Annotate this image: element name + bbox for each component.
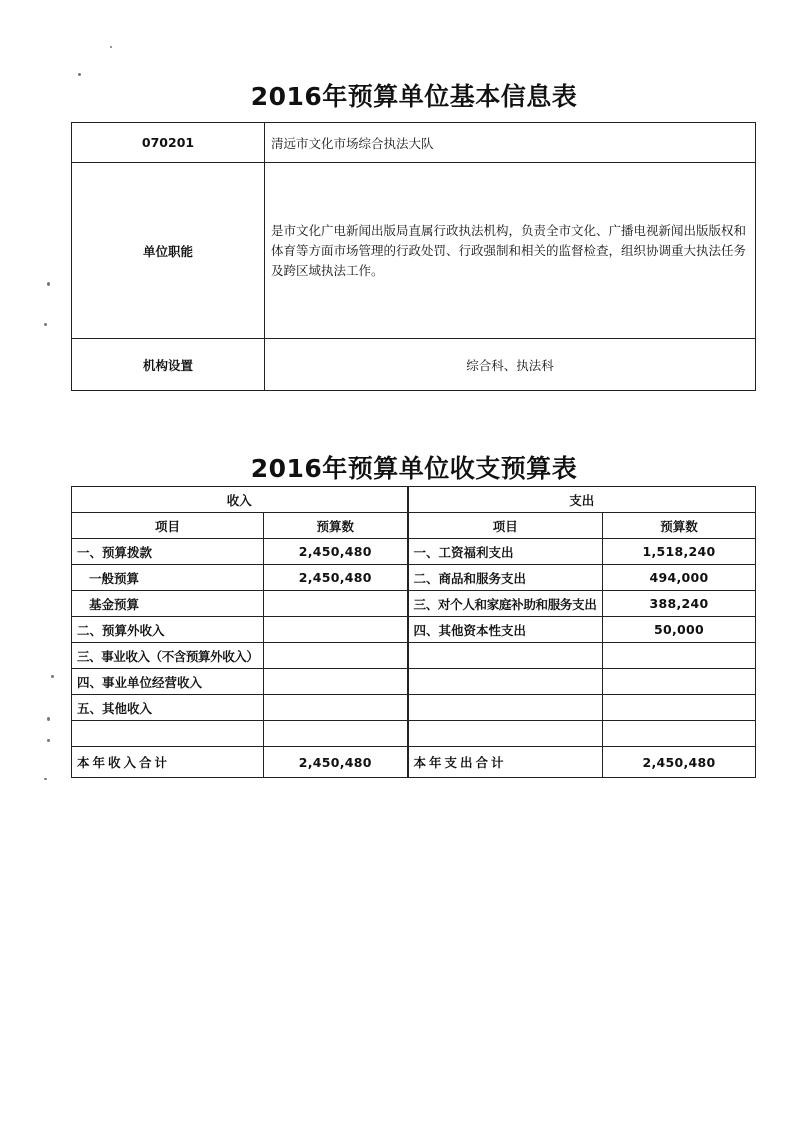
income-header: 收入: [72, 487, 408, 513]
expense-item-col-header: 项目: [408, 513, 603, 539]
expense-amount: 388,240: [603, 591, 756, 617]
income-item: 二、预算外收入: [72, 617, 264, 643]
scan-speck: [110, 46, 112, 48]
income-item: 一般预算: [72, 565, 264, 591]
income-amount-col-header: 预算数: [264, 513, 408, 539]
table-row: [72, 591, 756, 617]
table-row: [72, 721, 756, 747]
table-row: [72, 669, 756, 695]
income-amount: [264, 721, 408, 747]
income-amount: 2,450,480: [264, 539, 408, 565]
scan-speck: [47, 717, 50, 721]
total-row: [72, 747, 756, 778]
expense-amount: 1,518,240: [603, 539, 756, 565]
income-total-amount: 2,450,480: [264, 747, 408, 778]
table-row: [72, 539, 756, 565]
scan-speck: [47, 282, 50, 286]
table-header-row: [72, 513, 756, 539]
expense-item: 三、对个人和家庭补助和服务支出: [408, 591, 603, 617]
expense-total-label: 本年支出合计: [408, 747, 603, 778]
function-label-cell: 单位职能: [72, 163, 265, 339]
table-row: [72, 123, 756, 163]
function-text-cell: 是市文化广电新闻出版局直属行政执法机构，负责全市文化、广播电视新闻出版版权和体育等方面市场管理的行政处罚、行政强制和相关的监督检查，组织协调重大执法任务及跨区域执法工作。: [265, 163, 756, 339]
expense-item: 四、其他资本性支出: [408, 617, 603, 643]
table-row: [72, 565, 756, 591]
expense-item: [408, 695, 603, 721]
scan-speck: [44, 778, 47, 780]
expense-item: 一、工资福利支出: [408, 539, 603, 565]
income-item: 三、事业收入（不含预算外收入）: [72, 643, 264, 669]
expense-amount: [603, 721, 756, 747]
table-row: [72, 163, 756, 339]
expense-header: 支出: [408, 487, 756, 513]
table-row: [72, 695, 756, 721]
budget-table-title: 2016年预算单位收支预算表: [250, 454, 578, 483]
income-amount: [264, 643, 408, 669]
expense-total-amount: 2,450,480: [603, 747, 756, 778]
expense-item: [408, 721, 603, 747]
expense-amount-col-header: 预算数: [603, 513, 756, 539]
scan-speck: [44, 323, 47, 326]
income-item: 一、预算拨款: [72, 539, 264, 565]
scan-speck: [47, 739, 50, 742]
unit-code-cell: 070201: [72, 123, 265, 163]
income-item: 基金预算: [72, 591, 264, 617]
expense-amount: [603, 695, 756, 721]
expense-item: [408, 643, 603, 669]
income-amount: [264, 669, 408, 695]
expense-item: 二、商品和服务支出: [408, 565, 603, 591]
expense-amount: 494,000: [603, 565, 756, 591]
unit-name-cell: 清远市文化市场综合执法大队: [265, 123, 756, 163]
table-header-row: [72, 487, 756, 513]
org-label-cell: 机构设置: [72, 339, 265, 391]
income-item-col-header: 项目: [72, 513, 264, 539]
income-item: 四、事业单位经营收入: [72, 669, 264, 695]
table-row: [72, 643, 756, 669]
income-amount: [264, 591, 408, 617]
expense-amount: [603, 643, 756, 669]
table-row: [72, 339, 756, 391]
scan-speck: [78, 73, 81, 76]
income-item: 五、其他收入: [72, 695, 264, 721]
expense-item: [408, 669, 603, 695]
income-amount: [264, 695, 408, 721]
budget-table: [71, 486, 756, 778]
org-text-cell: 综合科、执法科: [265, 339, 756, 391]
scan-speck: [51, 675, 54, 678]
unit-info-table: [71, 122, 756, 391]
income-item: [72, 721, 264, 747]
expense-amount: [603, 669, 756, 695]
info-table-title: 2016年预算单位基本信息表: [250, 82, 578, 111]
income-amount: [264, 617, 408, 643]
expense-amount: 50,000: [603, 617, 756, 643]
table-row: [72, 617, 756, 643]
income-amount: 2,450,480: [264, 565, 408, 591]
income-total-label: 本年收入合计: [72, 747, 264, 778]
